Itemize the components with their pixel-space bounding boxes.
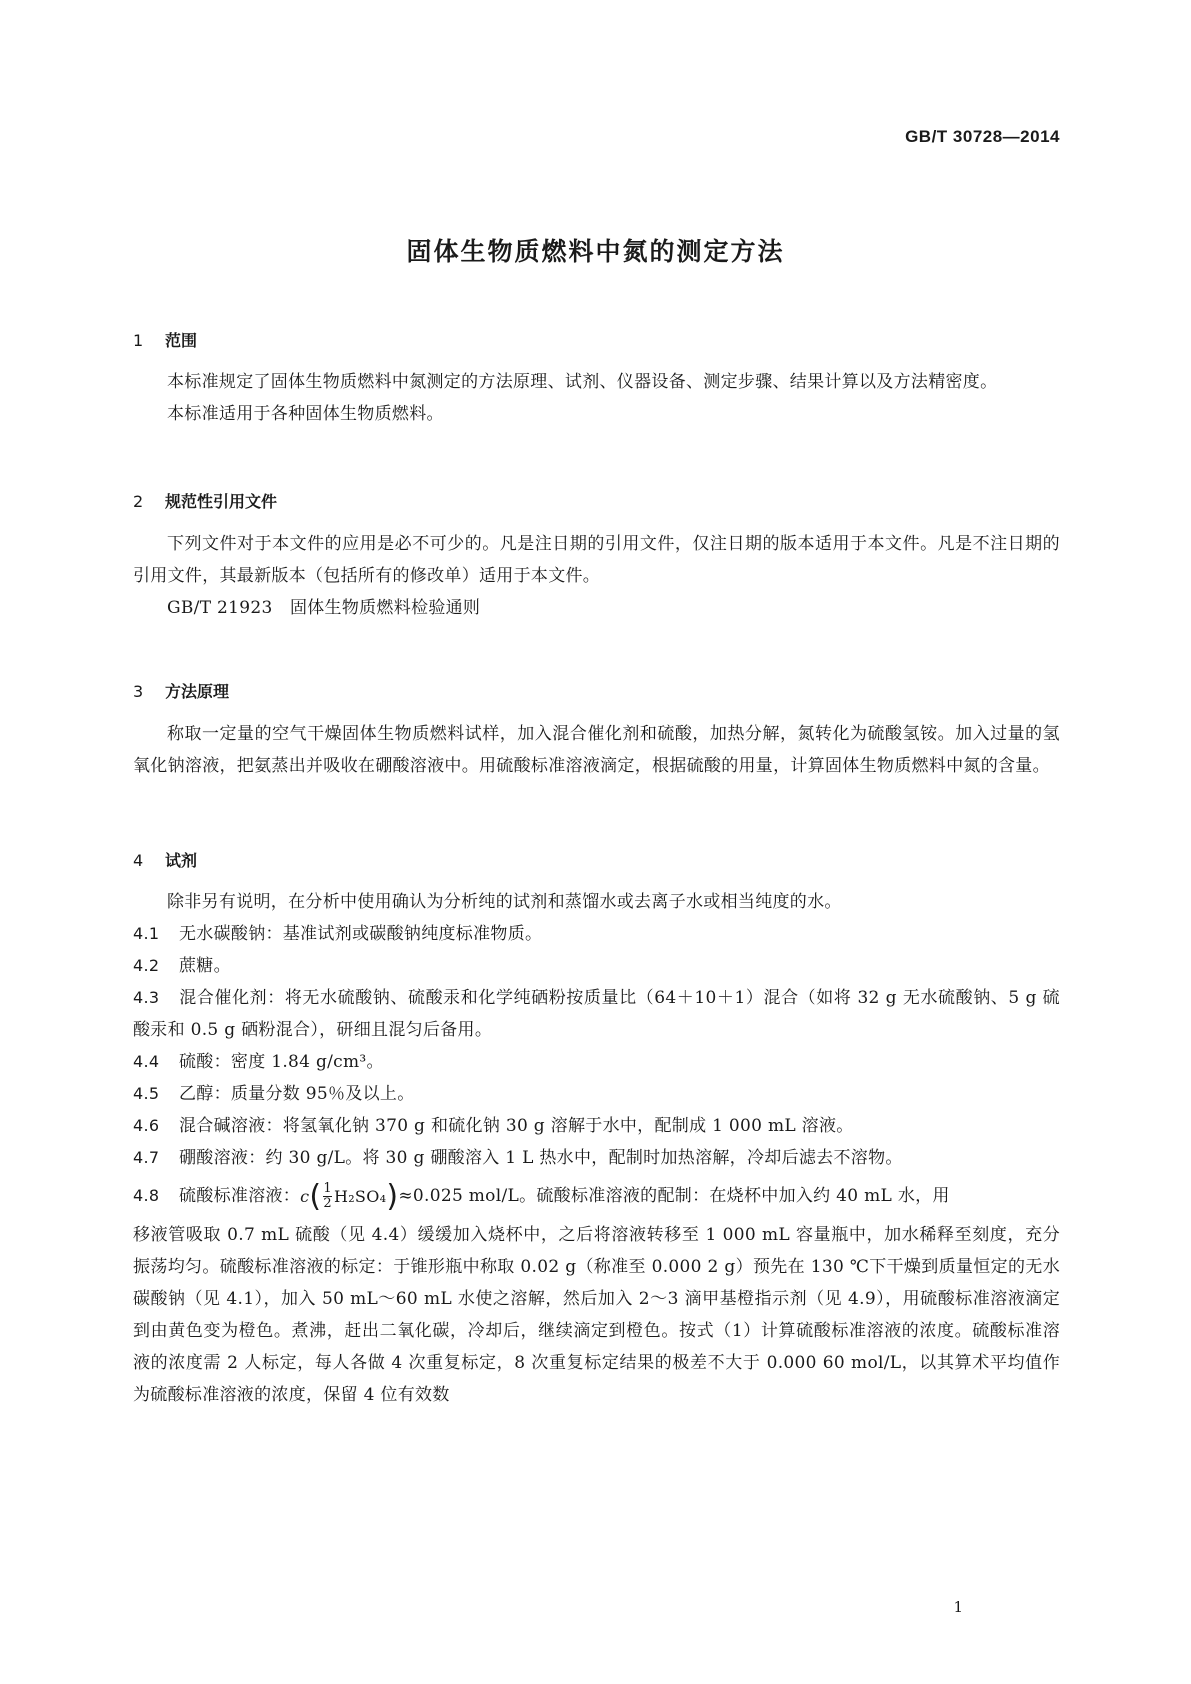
section-title: 试剂 (165, 851, 198, 870)
paragraph: 下列文件对于本文件的应用是必不可少的。凡是注日期的引用文件，仅注日期的版本适用于本文件。凡是不注日期的引用文件，其最新版本（包括所有的修改单）适用于本文件。 (133, 534, 1060, 586)
section-number: 1 (133, 331, 144, 350)
item-number: 4.6 (133, 1116, 160, 1135)
paragraph: 称取一定量的空气干燥固体生物质燃料试样，加入混合催化剂和硫酸，加热分解，氮转化为硫酸氢铵。加入过量的氢氧化钠溶液，把氨蒸出并吸收在硼酸溶液中。用硫酸标准溶液滴定，根据硫酸的用量，计算固体生物质燃料中氮的含量。 (133, 724, 1060, 776)
item-text: 混合催化剂：将无水硫酸钠、硫酸汞和化学纯硒粉按质量比（64＋10＋1）混合（如将 32 g 无水硫酸钠、5 g 硫酸汞和 0.5 g 硒粉混合），研细且混匀后备用。 (133, 988, 1060, 1040)
formula-tail: ≈0.025 mol/L。 (398, 1186, 537, 1206)
item-number: 4.1 (133, 924, 160, 943)
standard-number: GB/T 30728—2014 (905, 127, 1060, 146)
item-number: 4.5 (133, 1084, 160, 1103)
item-text: 混合碱溶液：将氢氧化钠 370 g 和硫化钠 30 g 溶解于水中，配制成 1 000 mL 溶液。 (179, 1116, 854, 1136)
item-number: 4.8 (133, 1186, 160, 1205)
reference-entry (133, 592, 1060, 624)
item-text: 硼酸溶液：约 30 g/L。将 30 g 硼酸溶入 1 L 热水中，配制时加热溶解，冷却后滤去不溶物。 (179, 1148, 903, 1168)
reference-code: GB/T 21923 (167, 598, 273, 618)
reagent-item (133, 950, 1060, 982)
section-heading-principle (133, 681, 229, 703)
reagent-item (133, 1142, 1060, 1174)
section-heading-scope (133, 330, 197, 352)
reagent-item (133, 1110, 1060, 1142)
item-lead: 硫酸标准溶液： (179, 1186, 301, 1206)
item-text: 硫酸标准溶液的配制：在烧杯中加入约 40 mL 水，用 (536, 1186, 950, 1206)
reagent-item (133, 918, 1060, 950)
concentration-formula (300, 1175, 398, 1219)
reference-title: 固体生物质燃料检验通则 (289, 598, 481, 618)
section-title: 规范性引用文件 (165, 492, 278, 511)
paragraph: 本标准规定了固体生物质燃料中氮测定的方法原理、试剂、仪器设备、测定步骤、结果计算以及方法精密度。 (167, 372, 998, 392)
section-title: 方法原理 (165, 682, 230, 701)
item-text: 硫酸：密度 1.84 g/cm³。 (179, 1052, 384, 1072)
item-number: 4.4 (133, 1052, 160, 1071)
fraction-numerator: 1 (323, 1181, 332, 1196)
section-number: 4 (133, 851, 144, 870)
section-body-reagents (133, 886, 1060, 1411)
section-heading-reagents (133, 850, 197, 872)
fraction-denominator: 2 (323, 1196, 332, 1211)
item-text: 蔗糖。 (179, 956, 231, 976)
section-number: 2 (133, 492, 144, 511)
fraction (323, 1182, 332, 1211)
section-title: 范围 (165, 331, 198, 350)
page-number: 1 (953, 1598, 963, 1616)
paragraph: 除非另有说明，在分析中使用确认为分析纯的试剂和蒸馏水或去离子水或相当纯度的水。 (167, 892, 842, 912)
reagent-item (133, 1046, 1060, 1078)
reagent-item (133, 1174, 1060, 1219)
section-number: 3 (133, 682, 144, 701)
formula-c: c (300, 1186, 310, 1206)
right-paren-icon: ) (386, 1178, 399, 1214)
reagent-item-continued: 移液管吸取 0.7 mL 硫酸（见 4.4）缓缓加入烧杯中，之后将溶液转移至 1 000 mL 容量瓶中，加水稀释至刻度，充分振荡均匀。硫酸标准溶液的标定：于锥形瓶中称取 0.02 g（称准至 0.000 2 g）预先在 130 ℃下干燥到质量恒定的无水碳酸钠（见 4.1），加入 50 mL～60 mL 水使之溶解，然后加入 2～3 滴甲基橙指示剂（见 4.9），用硫酸标准溶液滴定到由黄色变为橙色。煮沸，赶出二氧化碳，冷却后，继续滴定到橙色。按式（1）计算硫酸标准溶液的浓度。硫酸标准溶液的浓度需 2 人标定，每人各做 4 次重复标定，8 次重复标定结果的极差不大于 0.000 60 mol/L，以其算术平均值作为硫酸标准溶液的浓度，保留 4 位有效数 (133, 1224, 1060, 1405)
item-number: 4.2 (133, 956, 160, 975)
reagent-item (133, 1078, 1060, 1110)
item-number: 4.7 (133, 1148, 160, 1167)
section-body-scope (133, 366, 1060, 430)
item-text: 无水碳酸钠：基准试剂或碳酸钠纯度标准物质。 (179, 924, 543, 944)
item-text: 乙醇：质量分数 95％及以上。 (179, 1084, 415, 1104)
left-paren-icon: ( (309, 1178, 322, 1214)
document-title: 固体生物质燃料中氮的测定方法 (406, 237, 785, 266)
section-body-normative-references (133, 528, 1060, 624)
section-body-principle (133, 718, 1060, 782)
formula-chem: H₂SO₄ (333, 1186, 387, 1206)
section-heading-normative-references (133, 491, 277, 513)
item-number: 4.3 (133, 988, 160, 1007)
paragraph: 本标准适用于各种固体生物质燃料。 (167, 404, 444, 424)
reagent-item (133, 982, 1060, 1046)
